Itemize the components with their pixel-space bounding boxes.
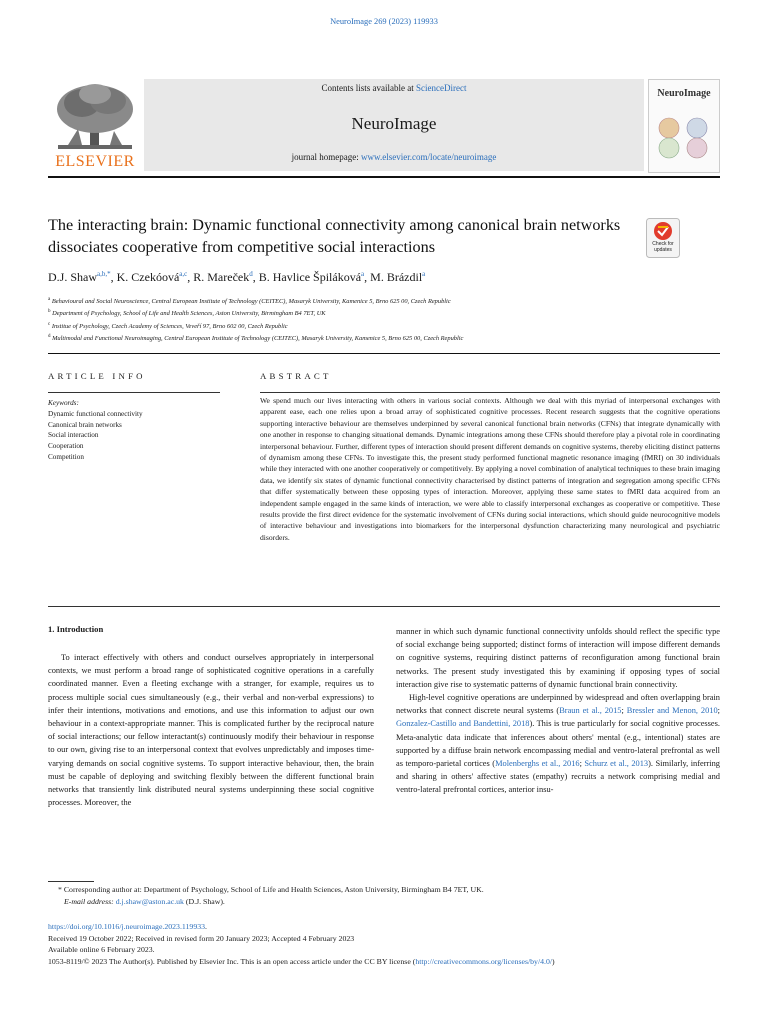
affiliation-c: $^c$ Institue of Psychology, Czech Academy of Sciences, Veveří 97, Brno 602 00, Czech Republic bbox=[48, 321, 288, 330]
email-link[interactable]: d.j.shaw@aston.ac.uk bbox=[115, 897, 184, 907]
affiliation-d: $^d$ Multimodal and Functional Neuroimaging, Central European Institute of Technology (CEITEC), Masaryk University, Kamenice 5, Brno 625 00, Czech Republic bbox=[48, 333, 464, 343]
author-3[interactable]: R. Mareček$^d$, bbox=[193, 270, 259, 284]
sciencedirect-link[interactable]: ScienceDirect bbox=[416, 83, 467, 93]
check-for-updates-badge[interactable] bbox=[646, 218, 680, 258]
keyword: Canonical brain networks bbox=[48, 420, 122, 429]
journal-header bbox=[48, 79, 720, 173]
citation-link[interactable]: Gonzalez-Castillo and Bandettini, 2018 bbox=[396, 719, 530, 729]
corresponding-author-footnote bbox=[48, 884, 720, 909]
journal-homepage bbox=[144, 152, 644, 162]
homepage-prefix: journal homepage: bbox=[291, 152, 362, 162]
abstract-heading: ABSTRACT bbox=[260, 371, 332, 381]
doi-link[interactable]: https://doi.org/10.1016/j.neuroimage.2023.119933 bbox=[48, 922, 206, 931]
contents-prefix: Contents lists available at bbox=[321, 83, 416, 93]
cover-brain-image bbox=[655, 114, 713, 160]
affiliations bbox=[48, 295, 728, 344]
affiliation-a: $^a$ Behavioural and Social Neuroscience, Central European Institute of Technology (CEITEC), Masaryk University, Kamenice 5, Brno 625 00, Czech Republic bbox=[48, 297, 451, 306]
keyword: Dynamic functional connectivity bbox=[48, 409, 143, 418]
header-banner bbox=[144, 79, 644, 171]
keywords-label: Keywords: bbox=[48, 399, 79, 407]
abstract-text: We spend much our lives interacting with others in various social contexts. Although we deal with this myriad of interpersonal exchanges with apparent ease, each one relies upon a broad array of sophisticated cognitive processes. Recent research suggests that the cognitive operations supporting interactive behaviour are themselves underpinned by several canonical functional brain networks (CFNs) that integrate dynamically with one another in response to changing situational demands. Dynamic integrations among these CFNs should therefore play a pivotal role in coordinating interpersonal behaviour. Further, different types of interaction should present different demands on cognitive systems, thereby eliciting distinct patterns of dynamism among these CFNs. To investigate this, the present study performed functional magnetic resonance imaging (fMRI) on 30 individuals while they interacted with one another cooperatively or competitively. By applying a novel combination of analytical techniques to these brain imaging data, we identify six states of dynamic functional connectivity characterised by distinct patterns of integration and segregation among specific CFNs that differ systematically between these opposing types of interaction. Moreover, applying these same states to fMRI data acquired from an independent sample engaged in the same kinds of interaction, we were able to classify interpersonal exchanges as cooperative or competitive. These results provide the first direct evidence for the systematic involvement of CFNs during social interactions, which should guide neurocognitive models of interactive behaviour and investigations into biomarkers for the interpersonal dysfunction characterizing many neurological and psychiatric disorders. bbox=[260, 396, 720, 542]
article-title: The interacting brain: Dynamic functional connectivity among canonical brain networks dissociates cooperative from competitive social interactions bbox=[48, 216, 621, 256]
introduction-right-column bbox=[396, 625, 720, 797]
affiliation-rule bbox=[48, 353, 720, 354]
author-2[interactable]: K. Czekóová$^{a,c}$, bbox=[116, 270, 194, 284]
keyword: Social interaction bbox=[48, 431, 99, 440]
intro-paragraph-3: High-level cognitive operations are underpinned by widespread and often overlapping brain networks that connect discrete neural systems (Braun et al., 2015; Bressler and Menon, 2010; Gonzalez-Castillo and Bandettini, 2018). This is true particularly for social cognitive processes. Meta-analytic data indicate that inferences about others' mental (e.g., intentional) states are supported by a diffuse brain network encompassing medial and ventro-lateral prefrontal as well as temporo-parietal cortices (Molenberghs et al., 2016; Schurz et al., 2013). Similarly, inferring and sharing in others' affective states (empathy) recruits a network comprising medial and ventro-lateral prefrontal cortices, anterior insu- bbox=[396, 693, 720, 795]
homepage-link[interactable]: www.elsevier.com/locate/neuroimage bbox=[361, 152, 497, 162]
keywords-block bbox=[48, 398, 143, 463]
author-1[interactable]: D.J. Shaw$^{a,b,*}$, bbox=[48, 270, 117, 284]
author-5[interactable]: M. Brázdil$^a$ bbox=[370, 270, 426, 284]
journal-cover-thumbnail[interactable] bbox=[648, 79, 720, 173]
abstract-rule bbox=[260, 392, 720, 393]
article-info-heading: ARTICLE INFO bbox=[48, 371, 146, 381]
intro-paragraph-1: To interact effectively with others and conduct ourselves appropriately in interpersonal contexts, we must perform a broad range of sophisticated cognitive operations in a carefully coordinated manner. Even a fleeting exchange with a stranger, for example, requires us to process multiple social cues simultaneously (e.g., their verbal and non-verbal expressions) to infer their intentions, motivations and emotions, and use this information to adjust our own behaviour in a context-appropriate manner. This is complicated further by the reciprocal nature of social interactions; our fellow interactant(s) continuously modify their behaviour in response to our own, giving rise to an interpersonal context that evolves unpredictably and imposes time-varying demands on social cognitive systems. To support interactive behaviour, then, the brain must be capable of deploying and switching flexibly between the different functional brain networks that transiently link distributed neural systems underpinning these social cognitive processes. Moreover, the bbox=[48, 653, 374, 808]
affiliation-b: $^b$ Department of Psychology, School of Life and Health Sciences, Aston University, Birmingham B4 7ET, UK bbox=[48, 309, 326, 318]
citation-link[interactable]: Schurz et al., 2013 bbox=[584, 759, 649, 769]
article-info-rule bbox=[48, 392, 220, 393]
author-4[interactable]: B. Havlice Špiláková$^a$, bbox=[258, 270, 371, 284]
contents-line bbox=[144, 83, 644, 93]
check-updates-label: Check for updates bbox=[652, 241, 674, 253]
footnote-email: E-mail address: d.j.shaw@aston.ac.uk (D.J. Shaw). bbox=[64, 897, 225, 907]
introduction-heading: 1. Introduction bbox=[48, 624, 104, 634]
keyword: Cooperation bbox=[48, 442, 84, 451]
journal-reference[interactable]: NeuroImage 269 (2023) 119933 bbox=[330, 17, 438, 26]
author-list bbox=[48, 270, 425, 285]
elsevier-tree-logo bbox=[48, 79, 142, 173]
doi-line: https://doi.org/10.1016/j.neuroimage.2023.119933. bbox=[48, 922, 207, 931]
citation-link[interactable]: Bressler and Menon, 2010 bbox=[626, 706, 718, 716]
header-rule bbox=[48, 176, 720, 178]
intro-paragraph-2: manner in which such dynamic functional connectivity unfolds should reflect the specific type of social exchange being supported; distinct forms of interaction will impose different demands on cognitive systems, requiring distinct patterns of reconfiguration among functional brain networks. The present study investigated this by examining if opposing types of social interaction give rise to systematic patterns of dynamic functional brain connectivity. bbox=[396, 627, 720, 689]
introduction-left-column bbox=[48, 651, 374, 809]
abstract-bottom-rule bbox=[48, 606, 720, 607]
publication-info bbox=[48, 921, 728, 967]
footnote-rule bbox=[48, 881, 94, 882]
license-link[interactable]: http://creativecommons.org/licenses/by/4.0/ bbox=[415, 956, 553, 966]
license-line: 1053-8119/© 2023 The Author(s). Published by Elsevier Inc. This is an open access article under the CC BY license (http://creativecommons.org/licenses/by/4.0/) bbox=[48, 956, 555, 966]
footnote-corresponding: * Corresponding author at: Department of Psychology, School of Life and Health Sciences, Aston University, Birmingham B4 7ET, UK. bbox=[58, 885, 484, 894]
cover-title: NeuroImage bbox=[657, 88, 711, 99]
keyword: Competition bbox=[48, 452, 84, 461]
received-dates: Received 19 October 2022; Received in revised form 20 January 2023; Accepted 4 February 2023 bbox=[48, 933, 355, 943]
available-online: Available online 6 February 2023. bbox=[48, 945, 155, 955]
citation-link[interactable]: Molenberghs et al., 2016 bbox=[495, 759, 580, 769]
elsevier-wordmark: ELSEVIER bbox=[55, 153, 135, 170]
journal-name: NeuroImage bbox=[351, 114, 437, 133]
citation-link[interactable]: Braun et al., 2015 bbox=[559, 706, 622, 716]
